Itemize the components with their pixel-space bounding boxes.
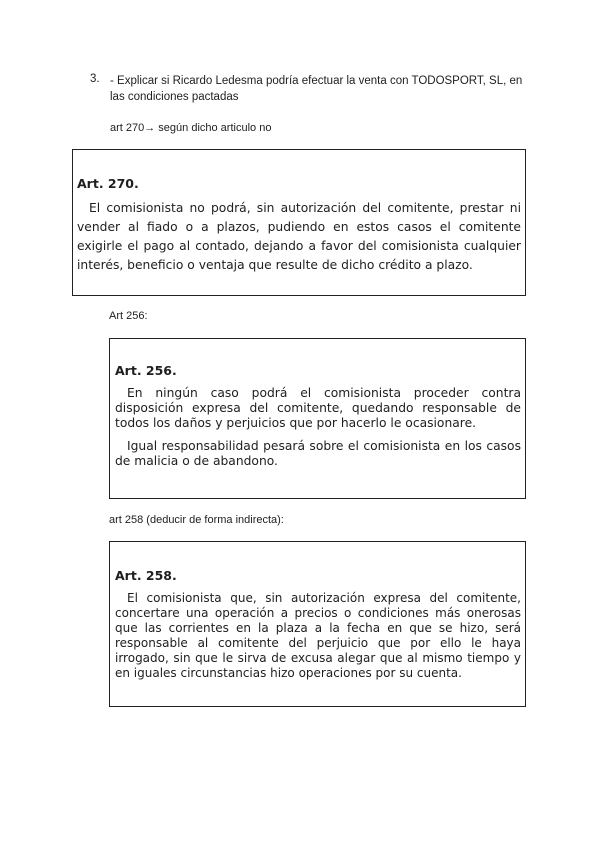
article-256-box xyxy=(109,338,526,499)
question-text: - Explicar si Ricardo Ledesma podría efectuar la venta con TODOSPORT, SL, en las condiciones pactadas xyxy=(110,75,523,103)
article-256-title: Art. 256. xyxy=(115,363,177,378)
question-number: 3. xyxy=(90,73,100,85)
article-270-box xyxy=(72,149,526,296)
article-258-paragraph-1: El comisionista que, sin autorización expresa del comitente, concertare una operación a precios o condiciones más onerosas que las corrientes en la plaza a la fecha en que se hizo, será responsable al comitente del perjuicio que por ello le haya irrogado, sin que le sirva de excusa alegar que al mismo tiempo y en iguales circunstancias hizo operaciones por su cuenta. xyxy=(115,591,521,680)
article-270-paragraph-1: El comisionista no podrá, sin autorización del comitente, prestar ni vender al fiado o a plazos, pudiendo en estos casos el comitente exigirle el pago al contado, dejando a favor del comisionista cualquier interés, beneficio o ventaja que resulte de dicho crédito a plazo. xyxy=(77,201,521,272)
article-258-title: Art. 258. xyxy=(115,568,177,583)
article-258-box xyxy=(109,541,526,707)
note-art-270: art 270→ según dicho articulo no xyxy=(110,122,272,134)
note-art-256: Art 256: xyxy=(109,310,148,322)
article-256-paragraph-1: En ningún caso podrá el comisionista proceder contra disposición expresa del comitente, quedando responsable de todos los daños y perjuicios que por hacerlo le ocasionare. xyxy=(115,386,521,430)
article-256-paragraph-2: Igual responsabilidad pesará sobre el comisionista en los casos de malicia o de abandono. xyxy=(115,439,521,468)
note-art-258: art 258 (deducir de forma indirecta): xyxy=(109,514,284,526)
article-270-title: Art. 270. xyxy=(77,176,139,191)
